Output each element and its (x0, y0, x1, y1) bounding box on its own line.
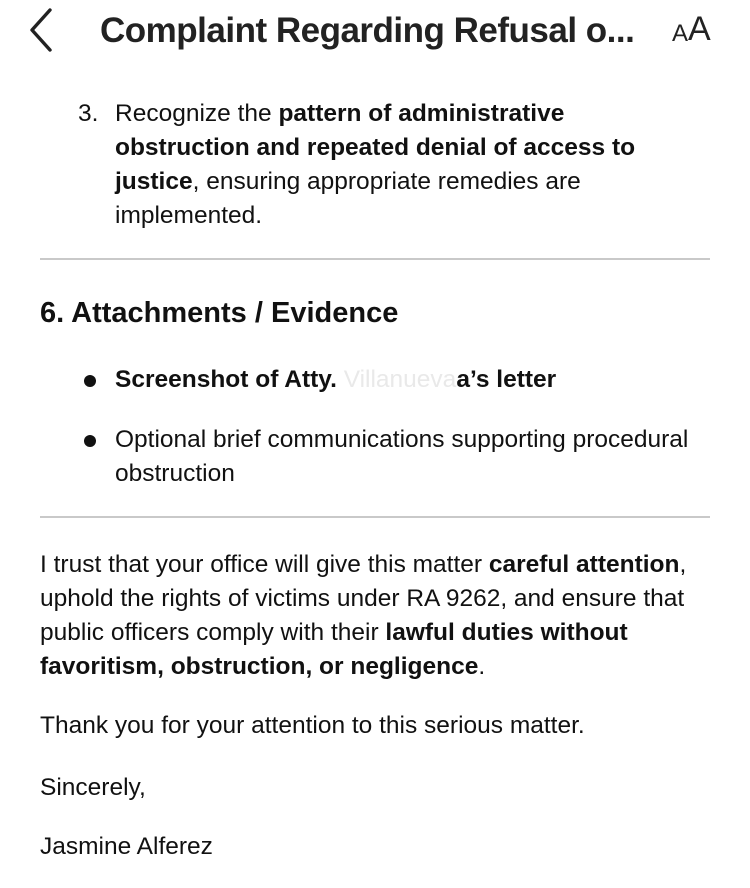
list-item-screenshot (115, 363, 705, 397)
bullet-dot (84, 375, 96, 387)
section-divider (40, 258, 710, 260)
redacted-name: Villanueva (343, 366, 457, 393)
closing-paragraph (40, 548, 715, 684)
text-run: I trust that your office will give this matter (40, 551, 489, 578)
list-number: 3. (78, 100, 99, 127)
section-heading-attachments: 6. Attachments / Evidence (40, 297, 399, 329)
bold-text-run: pattern of administrative obstruction and repeated denial of access to justice (115, 100, 636, 195)
bold-text-run: a’s letter (456, 366, 557, 393)
signature-name: Jasmine Alferez (40, 833, 213, 860)
text-run: , ensuring appropriate remedies are implemented. (115, 168, 581, 229)
sign-off: Sincerely, (40, 774, 146, 801)
bold-text-run: lawful duties without favoritism, obstruction, or negligence (40, 619, 628, 680)
back-button[interactable] (24, 6, 64, 54)
text-size-small-a: A (672, 20, 689, 47)
list-item-text (115, 97, 705, 233)
bold-text-run: careful attention (488, 551, 680, 578)
section-divider (40, 516, 710, 518)
thank-you-paragraph: Thank you for your attention to this serious matter. (40, 712, 585, 739)
chevron-left-icon (24, 6, 64, 54)
text-run: . (478, 653, 486, 680)
top-bar (0, 0, 750, 66)
text-size-large-a: A (688, 10, 711, 48)
text-size-button[interactable] (668, 8, 724, 52)
list-item-communications: Optional brief communications supporting procedural obstruction (115, 426, 689, 487)
bold-text-run: Screenshot of Atty. (115, 366, 344, 393)
bullet-dot (84, 435, 96, 447)
text-run: Recognize the (115, 100, 279, 127)
text-run: , uphold the rights of victims under RA 9262, and ensure that public officers comply with their (40, 551, 687, 646)
page-title: Complaint Regarding Refusal o... (100, 11, 635, 50)
